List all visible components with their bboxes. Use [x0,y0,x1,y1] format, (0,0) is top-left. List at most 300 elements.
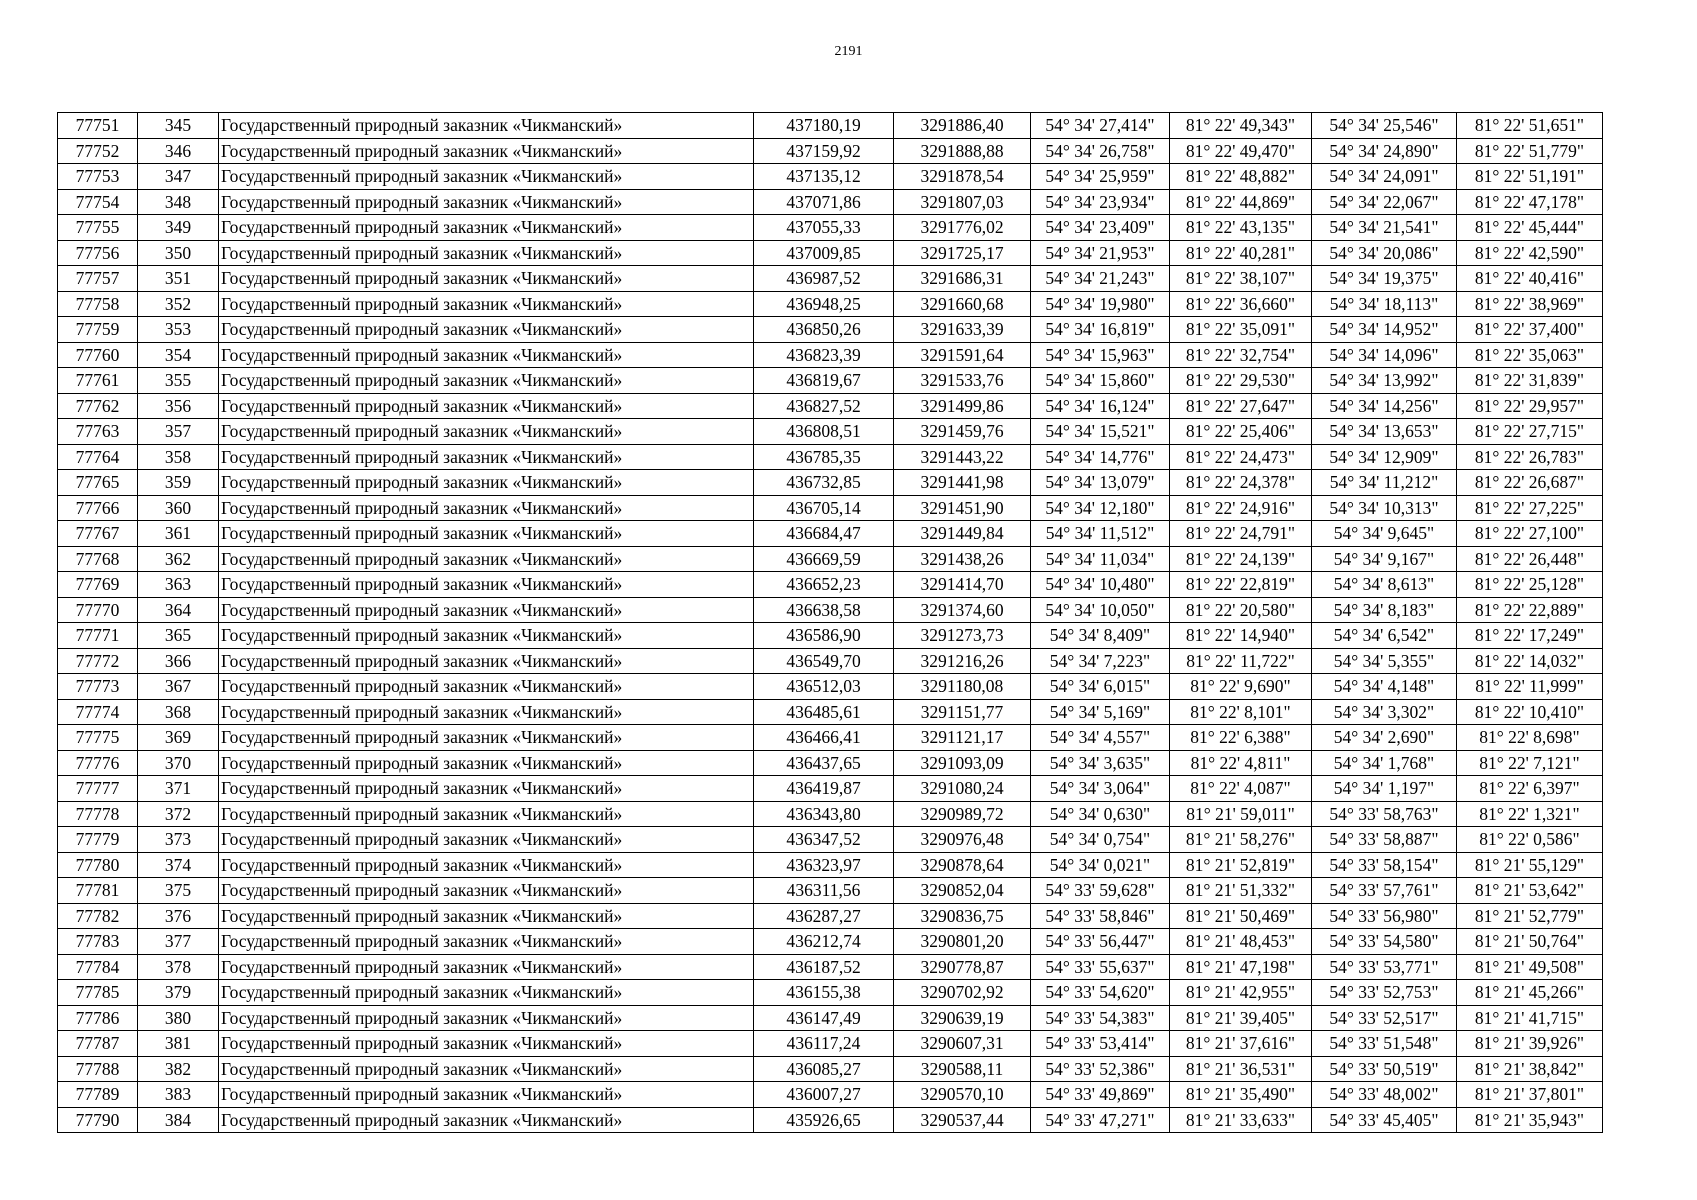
latitude-1-cell: 54° 34' 0,754" [1031,827,1170,853]
table-row [58,980,1603,1006]
area-name-cell: Государственный природный заказник «Чикманский» [219,750,754,776]
row-id-cell: 77765 [58,470,138,496]
x-coordinate-cell: 436808,51 [754,419,894,445]
area-name-cell: Государственный природный заказник «Чикманский» [219,699,754,725]
longitude-2-cell: 81° 22' 26,448" [1457,546,1603,572]
y-coordinate-cell: 3291886,40 [894,113,1031,139]
y-coordinate-cell: 3291633,39 [894,317,1031,343]
latitude-2-cell: 54° 34' 14,256" [1312,393,1457,419]
area-name-cell: Государственный природный заказник «Чикманский» [219,1107,754,1133]
area-name-cell: Государственный природный заказник «Чикманский» [219,546,754,572]
row-id-cell: 77790 [58,1107,138,1133]
latitude-1-cell: 54° 33' 59,628" [1031,878,1170,904]
point-number-cell: 375 [138,878,219,904]
point-number-cell: 351 [138,266,219,292]
row-id-cell: 77763 [58,419,138,445]
point-number-cell: 353 [138,317,219,343]
area-name-cell: Государственный природный заказник «Чикманский» [219,393,754,419]
latitude-1-cell: 54° 34' 14,776" [1031,444,1170,470]
y-coordinate-cell: 3290989,72 [894,801,1031,827]
x-coordinate-cell: 436785,35 [754,444,894,470]
area-name-cell: Государственный природный заказник «Чикманский» [219,929,754,955]
y-coordinate-cell: 3291216,26 [894,648,1031,674]
longitude-1-cell: 81° 21' 33,633" [1170,1107,1312,1133]
y-coordinate-cell: 3291686,31 [894,266,1031,292]
longitude-1-cell: 81° 21' 42,955" [1170,980,1312,1006]
table-row [58,317,1603,343]
table-row [58,266,1603,292]
longitude-1-cell: 81° 22' 48,882" [1170,164,1312,190]
longitude-1-cell: 81° 22' 38,107" [1170,266,1312,292]
row-id-cell: 77769 [58,572,138,598]
latitude-2-cell: 54° 33' 52,753" [1312,980,1457,1006]
point-number-cell: 367 [138,674,219,700]
longitude-1-cell: 81° 22' 14,940" [1170,623,1312,649]
latitude-2-cell: 54° 34' 12,909" [1312,444,1457,470]
latitude-2-cell: 54° 34' 14,096" [1312,342,1457,368]
row-id-cell: 77786 [58,1005,138,1031]
y-coordinate-cell: 3290639,19 [894,1005,1031,1031]
x-coordinate-cell: 437159,92 [754,138,894,164]
point-number-cell: 370 [138,750,219,776]
y-coordinate-cell: 3291660,68 [894,291,1031,317]
longitude-2-cell: 81° 22' 31,839" [1457,368,1603,394]
row-id-cell: 77775 [58,725,138,751]
longitude-1-cell: 81° 22' 4,811" [1170,750,1312,776]
area-name-cell: Государственный природный заказник «Чикманский» [219,342,754,368]
latitude-1-cell: 54° 33' 58,846" [1031,903,1170,929]
row-id-cell: 77756 [58,240,138,266]
longitude-2-cell: 81° 22' 22,889" [1457,597,1603,623]
y-coordinate-cell: 3290702,92 [894,980,1031,1006]
x-coordinate-cell: 436987,52 [754,266,894,292]
longitude-1-cell: 81° 22' 24,139" [1170,546,1312,572]
x-coordinate-cell: 436705,14 [754,495,894,521]
x-coordinate-cell: 436347,52 [754,827,894,853]
y-coordinate-cell: 3291121,17 [894,725,1031,751]
area-name-cell: Государственный природный заказник «Чикманский» [219,878,754,904]
row-id-cell: 77788 [58,1056,138,1082]
y-coordinate-cell: 3291591,64 [894,342,1031,368]
table-row [58,419,1603,445]
point-number-cell: 347 [138,164,219,190]
latitude-1-cell: 54° 33' 53,414" [1031,1031,1170,1057]
longitude-2-cell: 81° 22' 51,191" [1457,164,1603,190]
latitude-1-cell: 54° 34' 0,630" [1031,801,1170,827]
table-row [58,470,1603,496]
area-name-cell: Государственный природный заказник «Чикманский» [219,954,754,980]
point-number-cell: 382 [138,1056,219,1082]
longitude-2-cell: 81° 22' 45,444" [1457,215,1603,241]
latitude-1-cell: 54° 34' 13,079" [1031,470,1170,496]
latitude-1-cell: 54° 34' 21,243" [1031,266,1170,292]
point-number-cell: 381 [138,1031,219,1057]
y-coordinate-cell: 3291443,22 [894,444,1031,470]
point-number-cell: 359 [138,470,219,496]
latitude-2-cell: 54° 34' 13,653" [1312,419,1457,445]
latitude-2-cell: 54° 33' 58,887" [1312,827,1457,853]
table-row [58,699,1603,725]
point-number-cell: 350 [138,240,219,266]
table-row [58,1082,1603,1108]
table-row [58,368,1603,394]
area-name-cell: Государственный природный заказник «Чикманский» [219,597,754,623]
x-coordinate-cell: 436212,74 [754,929,894,955]
row-id-cell: 77774 [58,699,138,725]
x-coordinate-cell: 436419,87 [754,776,894,802]
area-name-cell: Государственный природный заказник «Чикманский» [219,648,754,674]
x-coordinate-cell: 436485,61 [754,699,894,725]
latitude-2-cell: 54° 34' 19,375" [1312,266,1457,292]
longitude-2-cell: 81° 21' 39,926" [1457,1031,1603,1057]
point-number-cell: 360 [138,495,219,521]
x-coordinate-cell: 436311,56 [754,878,894,904]
row-id-cell: 77757 [58,266,138,292]
table-row [58,291,1603,317]
latitude-2-cell: 54° 34' 25,546" [1312,113,1457,139]
area-name-cell: Государственный природный заказник «Чикманский» [219,572,754,598]
row-id-cell: 77773 [58,674,138,700]
latitude-2-cell: 54° 34' 10,313" [1312,495,1457,521]
point-number-cell: 361 [138,521,219,547]
longitude-2-cell: 81° 22' 42,590" [1457,240,1603,266]
area-name-cell: Государственный природный заказник «Чикманский» [219,470,754,496]
latitude-2-cell: 54° 34' 8,613" [1312,572,1457,598]
table-row [58,1005,1603,1031]
table-row [58,750,1603,776]
row-id-cell: 77770 [58,597,138,623]
table-body [58,113,1603,1133]
y-coordinate-cell: 3290607,31 [894,1031,1031,1057]
latitude-1-cell: 54° 33' 56,447" [1031,929,1170,955]
latitude-2-cell: 54° 33' 54,580" [1312,929,1457,955]
point-number-cell: 368 [138,699,219,725]
latitude-2-cell: 54° 33' 51,548" [1312,1031,1457,1057]
point-number-cell: 352 [138,291,219,317]
longitude-1-cell: 81° 22' 8,101" [1170,699,1312,725]
point-number-cell: 380 [138,1005,219,1031]
latitude-2-cell: 54° 34' 9,167" [1312,546,1457,572]
table-row [58,393,1603,419]
latitude-1-cell: 54° 33' 54,383" [1031,1005,1170,1031]
longitude-2-cell: 81° 22' 51,651" [1457,113,1603,139]
x-coordinate-cell: 437180,19 [754,113,894,139]
x-coordinate-cell: 436147,49 [754,1005,894,1031]
x-coordinate-cell: 436007,27 [754,1082,894,1108]
table-row [58,164,1603,190]
latitude-2-cell: 54° 34' 6,542" [1312,623,1457,649]
x-coordinate-cell: 436819,67 [754,368,894,394]
longitude-1-cell: 81° 21' 47,198" [1170,954,1312,980]
latitude-1-cell: 54° 34' 12,180" [1031,495,1170,521]
longitude-1-cell: 81° 22' 22,819" [1170,572,1312,598]
longitude-1-cell: 81° 22' 36,660" [1170,291,1312,317]
coordinates-table [57,112,1603,1133]
page-number: 2191 [834,44,863,59]
latitude-1-cell: 54° 34' 23,934" [1031,189,1170,215]
y-coordinate-cell: 3290836,75 [894,903,1031,929]
point-number-cell: 355 [138,368,219,394]
y-coordinate-cell: 3291414,70 [894,572,1031,598]
latitude-1-cell: 54° 33' 52,386" [1031,1056,1170,1082]
longitude-1-cell: 81° 22' 27,647" [1170,393,1312,419]
longitude-1-cell: 81° 22' 40,281" [1170,240,1312,266]
latitude-1-cell: 54° 33' 47,271" [1031,1107,1170,1133]
latitude-1-cell: 54° 34' 6,015" [1031,674,1170,700]
point-number-cell: 358 [138,444,219,470]
latitude-2-cell: 54° 34' 14,952" [1312,317,1457,343]
row-id-cell: 77768 [58,546,138,572]
latitude-2-cell: 54° 34' 4,148" [1312,674,1457,700]
longitude-1-cell: 81° 22' 44,869" [1170,189,1312,215]
x-coordinate-cell: 436466,41 [754,725,894,751]
latitude-2-cell: 54° 33' 50,519" [1312,1056,1457,1082]
longitude-1-cell: 81° 22' 35,091" [1170,317,1312,343]
area-name-cell: Государственный природный заказник «Чикманский» [219,317,754,343]
y-coordinate-cell: 3291807,03 [894,189,1031,215]
row-id-cell: 77762 [58,393,138,419]
latitude-2-cell: 54° 34' 21,541" [1312,215,1457,241]
point-number-cell: 372 [138,801,219,827]
table-row [58,138,1603,164]
latitude-1-cell: 54° 34' 10,050" [1031,597,1170,623]
point-number-cell: 371 [138,776,219,802]
point-number-cell: 365 [138,623,219,649]
latitude-1-cell: 54° 34' 8,409" [1031,623,1170,649]
row-id-cell: 77753 [58,164,138,190]
longitude-1-cell: 81° 22' 24,791" [1170,521,1312,547]
table-row [58,240,1603,266]
x-coordinate-cell: 436287,27 [754,903,894,929]
longitude-1-cell: 81° 21' 36,531" [1170,1056,1312,1082]
table-row [58,495,1603,521]
area-name-cell: Государственный природный заказник «Чикманский» [219,1031,754,1057]
latitude-1-cell: 54° 34' 3,635" [1031,750,1170,776]
longitude-2-cell: 81° 22' 40,416" [1457,266,1603,292]
y-coordinate-cell: 3291459,76 [894,419,1031,445]
y-coordinate-cell: 3291725,17 [894,240,1031,266]
longitude-2-cell: 81° 22' 6,397" [1457,776,1603,802]
longitude-2-cell: 81° 21' 38,842" [1457,1056,1603,1082]
longitude-1-cell: 81° 22' 43,135" [1170,215,1312,241]
y-coordinate-cell: 3290778,87 [894,954,1031,980]
point-number-cell: 384 [138,1107,219,1133]
area-name-cell: Государственный природный заказник «Чикманский» [219,444,754,470]
table-row [58,342,1603,368]
table-row [58,597,1603,623]
y-coordinate-cell: 3291776,02 [894,215,1031,241]
longitude-2-cell: 81° 22' 27,100" [1457,521,1603,547]
area-name-cell: Государственный природный заказник «Чикманский» [219,1005,754,1031]
area-name-cell: Государственный природный заказник «Чикманский» [219,521,754,547]
x-coordinate-cell: 436827,52 [754,393,894,419]
longitude-1-cell: 81° 21' 39,405" [1170,1005,1312,1031]
point-number-cell: 348 [138,189,219,215]
area-name-cell: Государственный природный заказник «Чикманский» [219,164,754,190]
longitude-1-cell: 81° 22' 29,530" [1170,368,1312,394]
row-id-cell: 77771 [58,623,138,649]
table-row [58,572,1603,598]
longitude-2-cell: 81° 22' 8,698" [1457,725,1603,751]
longitude-2-cell: 81° 22' 11,999" [1457,674,1603,700]
y-coordinate-cell: 3291438,26 [894,546,1031,572]
latitude-2-cell: 54° 33' 45,405" [1312,1107,1457,1133]
y-coordinate-cell: 3291441,98 [894,470,1031,496]
longitude-1-cell: 81° 22' 24,473" [1170,444,1312,470]
table-row [58,521,1603,547]
area-name-cell: Государственный природный заказник «Чикманский» [219,980,754,1006]
longitude-1-cell: 81° 21' 58,276" [1170,827,1312,853]
longitude-2-cell: 81° 22' 38,969" [1457,291,1603,317]
latitude-2-cell: 54° 34' 3,302" [1312,699,1457,725]
table-row [58,215,1603,241]
y-coordinate-cell: 3290537,44 [894,1107,1031,1133]
longitude-2-cell: 81° 22' 26,783" [1457,444,1603,470]
longitude-1-cell: 81° 21' 37,616" [1170,1031,1312,1057]
x-coordinate-cell: 436085,27 [754,1056,894,1082]
row-id-cell: 77755 [58,215,138,241]
y-coordinate-cell: 3290878,64 [894,852,1031,878]
area-name-cell: Государственный природный заказник «Чикманский» [219,138,754,164]
area-name-cell: Государственный природный заказник «Чикманский» [219,827,754,853]
area-name-cell: Государственный природный заказник «Чикманский» [219,368,754,394]
table-row [58,1031,1603,1057]
point-number-cell: 379 [138,980,219,1006]
latitude-1-cell: 54° 34' 11,034" [1031,546,1170,572]
longitude-1-cell: 81° 22' 24,916" [1170,495,1312,521]
y-coordinate-cell: 3291533,76 [894,368,1031,394]
row-id-cell: 77784 [58,954,138,980]
row-id-cell: 77767 [58,521,138,547]
longitude-1-cell: 81° 21' 48,453" [1170,929,1312,955]
longitude-2-cell: 81° 21' 45,266" [1457,980,1603,1006]
latitude-1-cell: 54° 34' 21,953" [1031,240,1170,266]
table-row [58,725,1603,751]
point-number-cell: 369 [138,725,219,751]
y-coordinate-cell: 3291180,08 [894,674,1031,700]
row-id-cell: 77780 [58,852,138,878]
longitude-2-cell: 81° 22' 37,400" [1457,317,1603,343]
row-id-cell: 77789 [58,1082,138,1108]
area-name-cell: Государственный природный заказник «Чикманский» [219,623,754,649]
y-coordinate-cell: 3291374,60 [894,597,1031,623]
point-number-cell: 376 [138,903,219,929]
latitude-1-cell: 54° 33' 54,620" [1031,980,1170,1006]
longitude-1-cell: 81° 21' 59,011" [1170,801,1312,827]
x-coordinate-cell: 436638,58 [754,597,894,623]
x-coordinate-cell: 436850,26 [754,317,894,343]
longitude-2-cell: 81° 21' 37,801" [1457,1082,1603,1108]
row-id-cell: 77754 [58,189,138,215]
longitude-1-cell: 81° 22' 9,690" [1170,674,1312,700]
longitude-2-cell: 81° 22' 10,410" [1457,699,1603,725]
table-row [58,444,1603,470]
y-coordinate-cell: 3291151,77 [894,699,1031,725]
latitude-2-cell: 54° 33' 48,002" [1312,1082,1457,1108]
table-row [58,852,1603,878]
longitude-2-cell: 81° 22' 14,032" [1457,648,1603,674]
x-coordinate-cell: 436586,90 [754,623,894,649]
longitude-1-cell: 81° 22' 6,388" [1170,725,1312,751]
y-coordinate-cell: 3291273,73 [894,623,1031,649]
longitude-2-cell: 81° 21' 49,508" [1457,954,1603,980]
latitude-2-cell: 54° 33' 53,771" [1312,954,1457,980]
latitude-1-cell: 54° 34' 26,758" [1031,138,1170,164]
table-row [58,189,1603,215]
longitude-1-cell: 81° 21' 35,490" [1170,1082,1312,1108]
point-number-cell: 357 [138,419,219,445]
area-name-cell: Государственный природный заказник «Чикманский» [219,725,754,751]
row-id-cell: 77782 [58,903,138,929]
x-coordinate-cell: 436155,38 [754,980,894,1006]
table-row [58,776,1603,802]
longitude-2-cell: 81° 22' 29,957" [1457,393,1603,419]
row-id-cell: 77752 [58,138,138,164]
point-number-cell: 364 [138,597,219,623]
point-number-cell: 383 [138,1082,219,1108]
area-name-cell: Государственный природный заказник «Чикманский» [219,495,754,521]
row-id-cell: 77759 [58,317,138,343]
longitude-2-cell: 81° 22' 17,249" [1457,623,1603,649]
y-coordinate-cell: 3291093,09 [894,750,1031,776]
point-number-cell: 349 [138,215,219,241]
x-coordinate-cell: 436684,47 [754,521,894,547]
latitude-2-cell: 54° 33' 56,980" [1312,903,1457,929]
area-name-cell: Государственный природный заказник «Чикманский» [219,189,754,215]
area-name-cell: Государственный природный заказник «Чикманский» [219,903,754,929]
x-coordinate-cell: 436117,24 [754,1031,894,1057]
table-row [58,113,1603,139]
longitude-2-cell: 81° 22' 27,225" [1457,495,1603,521]
latitude-2-cell: 54° 33' 58,763" [1312,801,1457,827]
table-row [58,546,1603,572]
latitude-1-cell: 54° 34' 7,223" [1031,648,1170,674]
row-id-cell: 77772 [58,648,138,674]
row-id-cell: 77779 [58,827,138,853]
point-number-cell: 363 [138,572,219,598]
latitude-2-cell: 54° 33' 58,154" [1312,852,1457,878]
longitude-2-cell: 81° 21' 53,642" [1457,878,1603,904]
latitude-1-cell: 54° 34' 5,169" [1031,699,1170,725]
area-name-cell: Государственный природный заказник «Чикманский» [219,419,754,445]
table-row [58,1056,1603,1082]
latitude-1-cell: 54° 34' 15,860" [1031,368,1170,394]
longitude-1-cell: 81° 22' 4,087" [1170,776,1312,802]
longitude-2-cell: 81° 22' 0,586" [1457,827,1603,853]
longitude-1-cell: 81° 21' 50,469" [1170,903,1312,929]
point-number-cell: 356 [138,393,219,419]
area-name-cell: Государственный природный заказник «Чикманский» [219,801,754,827]
x-coordinate-cell: 436732,85 [754,470,894,496]
point-number-cell: 366 [138,648,219,674]
y-coordinate-cell: 3290852,04 [894,878,1031,904]
row-id-cell: 77777 [58,776,138,802]
row-id-cell: 77751 [58,113,138,139]
longitude-2-cell: 81° 21' 50,764" [1457,929,1603,955]
longitude-1-cell: 81° 22' 49,343" [1170,113,1312,139]
point-number-cell: 378 [138,954,219,980]
longitude-1-cell: 81° 22' 49,470" [1170,138,1312,164]
table-row [58,954,1603,980]
latitude-1-cell: 54° 34' 4,557" [1031,725,1170,751]
point-number-cell: 354 [138,342,219,368]
point-number-cell: 362 [138,546,219,572]
latitude-2-cell: 54° 34' 8,183" [1312,597,1457,623]
longitude-2-cell: 81° 21' 41,715" [1457,1005,1603,1031]
latitude-2-cell: 54° 33' 52,517" [1312,1005,1457,1031]
y-coordinate-cell: 3290588,11 [894,1056,1031,1082]
latitude-2-cell: 54° 34' 13,992" [1312,368,1457,394]
